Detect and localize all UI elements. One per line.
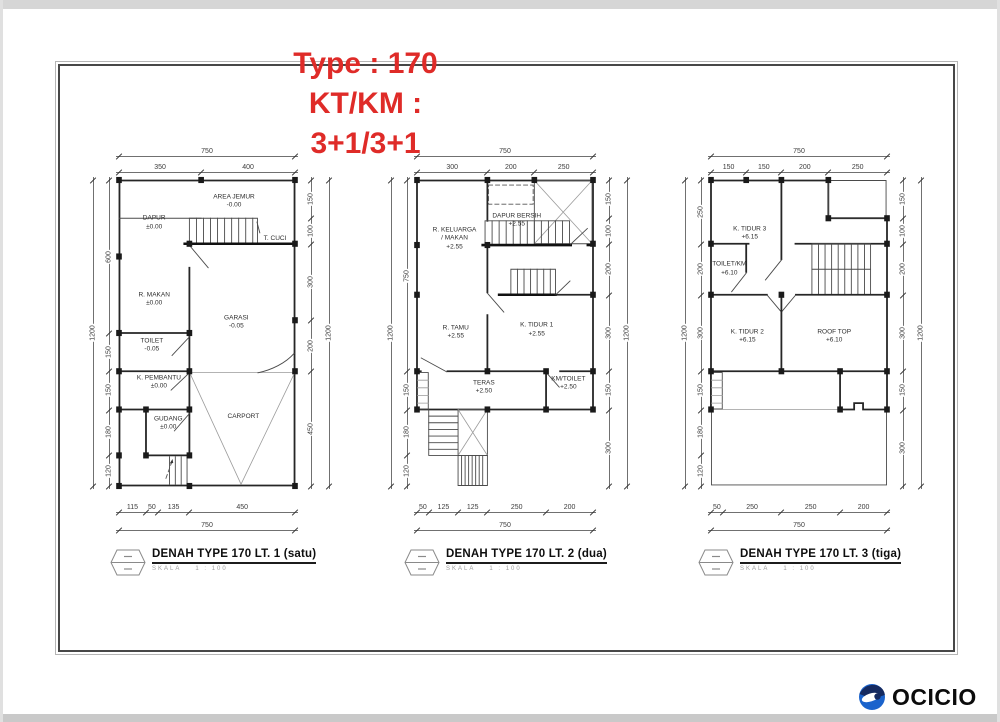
dimension-label: 200 (899, 263, 907, 276)
dimension-label: 120 (105, 464, 113, 477)
plan-1-scale (152, 566, 316, 572)
plan-2-scale (446, 566, 607, 572)
dimension-label: 750 (793, 148, 805, 155)
dimension-line (414, 512, 596, 513)
photo-edge-top (0, 0, 1000, 9)
room-label: T. CUCI (263, 234, 287, 242)
dimension-line (708, 172, 890, 173)
dimension-label: 750 (499, 522, 511, 529)
dimension-label: 250 (851, 164, 864, 171)
dimension-label: 250 (510, 504, 523, 511)
dimension-line (116, 172, 298, 173)
dimension-label: 450 (307, 422, 315, 435)
dimension-label: 125 (437, 504, 450, 511)
dimension-label: 180 (105, 426, 113, 439)
dimension-label: 750 (793, 522, 805, 529)
plan-3-title: DENAH TYPE 170 LT. 3 (tiga) (740, 548, 901, 564)
floor-plan-1 (85, 146, 385, 546)
floor-plan-3 (677, 146, 977, 546)
photo-edge-bottom (0, 714, 1000, 722)
scale-label: SKALA (740, 566, 770, 572)
room-label: R. KELUARGA / MAKAN +2.55 (432, 225, 477, 250)
dimension-label: 350 (154, 164, 166, 171)
dimension-label: 115 (126, 504, 139, 511)
room-label: KM/TOILET +2.50 (551, 375, 586, 391)
room-label: AREA JEMUR -0.00 (213, 193, 255, 209)
dimension-label: 750 (403, 269, 411, 282)
dimension-line (708, 530, 890, 531)
dimension-label: 300 (605, 327, 613, 339)
dimension-line (414, 530, 596, 531)
dimension-label: 750 (499, 148, 511, 155)
plan-3-scale (740, 566, 901, 572)
room-label: GARASI -0.05 (224, 314, 249, 330)
dimension-line (116, 530, 298, 531)
floor-plan-2 (383, 146, 683, 546)
dimension-label: 150 (403, 384, 411, 397)
title-block-3 (698, 548, 901, 576)
dimension-label: 50 (147, 504, 156, 511)
dimension-label: 450 (236, 504, 249, 511)
scale-label: SKALA (152, 566, 182, 572)
dimension-label: 150 (899, 193, 907, 205)
dimension-label: 120 (403, 464, 411, 477)
dimension-label: 150 (697, 384, 705, 397)
title-block-2 (404, 548, 607, 576)
room-label: K. TIDUR 1 +2.55 (520, 322, 554, 338)
room-label: TERAS +2.50 (473, 379, 495, 395)
dimension-label: 50 (712, 504, 721, 511)
dimension-label: 300 (446, 164, 459, 171)
room-label: K. PEMBANTU ±0.00 (136, 374, 181, 390)
room-label: TOILET/KM +6.10 (712, 260, 747, 277)
room-label: K. TIDUR 2 +6.15 (730, 328, 764, 344)
scale-label: SKALA (446, 566, 476, 572)
dimension-label: 50 (418, 504, 427, 511)
dimension-label: 100 (605, 225, 613, 237)
dimension-label: 125 (466, 504, 479, 511)
dimension-label: 250 (746, 504, 758, 511)
drawing-number-hexagon-icon (110, 549, 146, 576)
dimension-label: 1200 (681, 325, 689, 341)
dimension-line (407, 177, 408, 489)
drawing-number-hexagon-icon (698, 549, 734, 576)
dimension-label: 300 (899, 441, 907, 454)
dimension-line (708, 156, 890, 157)
dimension-label: 200 (307, 339, 315, 352)
dimension-label: 200 (799, 164, 811, 171)
room-label: ROOF TOP +6.10 (817, 328, 852, 344)
room-label: TOILET -0.05 (140, 337, 164, 353)
room-label: DAPUR ±0.00 (142, 214, 166, 231)
dimension-label: 300 (899, 327, 907, 339)
dimension-label: 200 (563, 504, 576, 511)
scale-value: 1 : 100 (489, 566, 522, 572)
room-label: K. TIDUR 3 +6.15 (733, 225, 767, 241)
dimension-label: 750 (201, 148, 213, 155)
ocicio-logo (858, 683, 977, 711)
dimension-label: 150 (899, 384, 907, 397)
dimension-label: 150 (105, 384, 113, 397)
dimension-label: 300 (697, 327, 705, 339)
title-block-1 (110, 548, 316, 576)
dimension-label: 100 (899, 225, 907, 237)
ocicio-logo-text: OCICIO (892, 683, 977, 710)
room-label: GUDANG ±0.00 (154, 415, 183, 431)
dimension-label: 150 (605, 384, 613, 397)
dimension-label: 150 (605, 193, 613, 205)
type-annotation-line2: KT/KM : (308, 87, 423, 120)
dimension-label: 1200 (917, 325, 925, 341)
dimension-label: 150 (307, 193, 315, 205)
dimension-label: 250 (804, 504, 817, 511)
dimension-label: 180 (403, 426, 411, 439)
dimension-label: 600 (105, 250, 113, 263)
dimension-label: 120 (697, 464, 705, 477)
dimension-label: 250 (697, 206, 705, 218)
ocicio-logo-icon (858, 683, 886, 711)
type-annotation (258, 44, 473, 164)
plan-2-title: DENAH TYPE 170 LT. 2 (dua) (446, 548, 607, 564)
dimension-label: 250 (557, 164, 570, 171)
dimension-label: 150 (757, 164, 770, 171)
room-label: R. MAKAN ±0.00 (138, 291, 170, 307)
dimension-label: 1200 (623, 325, 631, 341)
dimension-label: 300 (605, 441, 613, 454)
photo-edge-left (0, 0, 3, 722)
type-annotation-line3: 3+1/3+1 (310, 127, 421, 160)
dimension-label: 750 (201, 522, 213, 529)
dimension-label: 400 (242, 164, 254, 171)
scale-value: 1 : 100 (783, 566, 816, 572)
dimension-line (414, 172, 596, 173)
dimension-label: 150 (722, 164, 735, 171)
scale-value: 1 : 100 (195, 566, 228, 572)
dimension-label: 135 (167, 504, 180, 511)
dimension-label: 1200 (325, 325, 333, 341)
room-label: R. TAMU +2.55 (442, 324, 469, 340)
drawing-number-hexagon-icon (404, 549, 440, 576)
dimension-label: 180 (697, 426, 705, 439)
dimension-label: 200 (605, 263, 613, 276)
type-annotation-line1: Type : 170 (293, 47, 438, 80)
dimension-line (708, 512, 890, 513)
dimension-label: 200 (857, 504, 870, 511)
dimension-label: 150 (105, 346, 113, 358)
dimension-label: 200 (697, 263, 705, 276)
dimension-label: 100 (307, 225, 315, 237)
room-label: DAPUR BERSIH +2.55 (492, 212, 542, 228)
dimension-label: 300 (307, 276, 315, 288)
dimension-label: 200 (505, 164, 517, 171)
plan-1-title: DENAH TYPE 170 LT. 1 (satu) (152, 548, 316, 564)
dimension-label: 1200 (89, 325, 97, 341)
dimension-label: 1200 (387, 325, 395, 341)
room-label: CARPORT (227, 412, 260, 420)
